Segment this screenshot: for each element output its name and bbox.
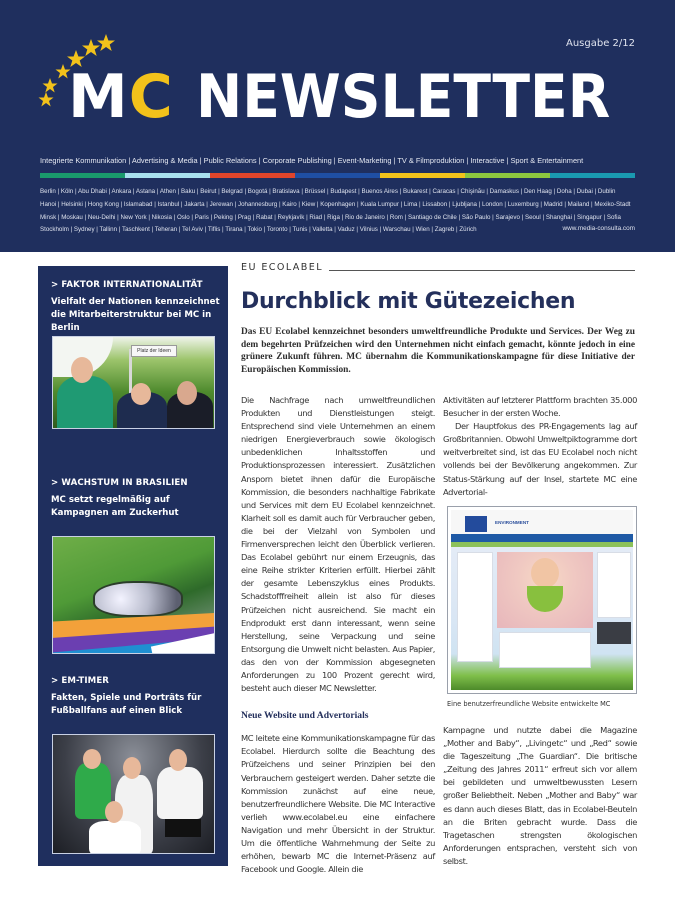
- color-bar: [40, 173, 125, 178]
- article-headline: Durchblick mit Gütezeichen: [241, 289, 576, 314]
- car-headlight-photo: [52, 536, 215, 654]
- article-column-right: [443, 394, 637, 499]
- baby-image: [497, 552, 593, 628]
- team-photo: [52, 336, 215, 429]
- player: [157, 767, 203, 819]
- section-label: EU ECOLABEL: [241, 262, 323, 273]
- paragraph: Die Nachfrage nach umweltfreundlichen Produkten und Dienstleistungen steigt. Entsprechend sind viele Unternehmen an einem niedrigen Energieverbrauch sowie ökologisch unbedenklichen Inhaltsstoffen und Produktionsprozessen interessiert. Zusätzlichen Ansporn bietet ihnen dafür die Europäische Kommission, die besonders nachhaltige Fabrikate und Services mit dem EU Ecolabel kennzeichnet. Klarheit soll es damit auch für Verbraucher geben, die bei der Vielzahl von Symbolen und Firmenversprechen leicht den Überblick verlieren. Das Ecolabel gebührt nur einem Erzeugnis, das eine Reihe strikter Kriterien erfüllt. Hierbei zählt der gesamte Lebenszyklus eines Produkts. Schadstofffreiheit allein ist also für dieses Prüfzeichen nicht ausreichend. Sie macht ein Endprodukt erst dann interessant, wenn seine Herstellung, seine Verpackung und seine Entsorgung die Umwelt nicht belasten. Aus Papier, das den von der Kommission abgesegneten Anforderungen zu 100 Prozent gerecht wird, besteht auch dieser MC Newsletter.: [241, 395, 435, 694]
- football-players-photo: [52, 734, 215, 854]
- color-bar: [380, 173, 465, 178]
- color-bar: [550, 173, 635, 178]
- services-nav: Integrierte Kommunikation | Advertising & Media | Public Relations | Corporate Publishing | Event-Marketing | TV & Filmproduktion | Interactive | Sport & Entertainment: [40, 156, 584, 165]
- sidebar-title: MC setzt regelmäßig auf Kampagnen am Zuckerhut: [51, 495, 179, 518]
- sidebar-item-internationality[interactable]: [38, 280, 228, 335]
- section-header: [241, 262, 635, 273]
- paragraph: Der Hauptfokus des PR-Engagements lag auf Großbritannien. Obwohl Umweltpiktogramme dort weitverbreitet sind, ist das EU Ecolabel noch nicht vollends bei der Bevölkerung angekommen. Zur Status-Stärkung auf der Insel, startete MC eine Advertorial-: [443, 421, 637, 497]
- article-lead: Das EU Ecolabel kennzeichnet besonders umweltfreundliche Produkte und Services. Der Weg zu dem begehrten Prüfzeichen wird den Unternehmen nicht einfach gemacht, könnte jedoch in eine grünere Zukunft führen. MC übernahm die Kommunikationskampagne für diese Initiative der Europäischen Kommission.: [241, 327, 635, 375]
- cities-row: Stockholm | Sydney | Tallinn | Taschkent | Teheran | Tel Aviv | Tiflis | Tirana | Tokio | Toronto | Tunis | Valletta | Vaduz | Vilnius | Warschau | Wien | Zagreb | Zürich: [40, 226, 477, 234]
- sidebar-item-em-timer[interactable]: [38, 676, 228, 718]
- player: [89, 821, 141, 854]
- ecolabel-logo-panel: [457, 552, 493, 662]
- sidebar-item-brazil[interactable]: [38, 478, 228, 520]
- office-cities-list: [40, 186, 636, 237]
- color-bar: [465, 173, 550, 178]
- person: [57, 376, 113, 428]
- headlight: [93, 581, 183, 617]
- cities-row: Hanoi | Helsinki | Hong Kong | Islamabad | Istanbul | Jakarta | Jerewan | Johannesburg | Kairo | Kiew | Kopenhagen | Kuala Lumpur | Lima | Lissabon | Ljubljana | London | Luxemburg | Madrid | Mailand | Mexiko-Stadt: [40, 200, 631, 208]
- website-screenshot-figure: ENVIRONMENT: [447, 506, 637, 694]
- article-column-left: [241, 394, 435, 876]
- paragraph: MC leitete eine Kommunikationskampagne für das Ecolabel. Hierdurch sollte die Beachtung des Prüfzeichens und seiner Prinzipien bei den Verbrauchern gesteigert werden. Daher setzte die Kommission zunächst auf eine neue, benutzerfreundlichere Website. Die MC Interactive verlieh www.ecolabel.eu eine einfachere Navigation und mehr Übersicht in der Struktur. Um die öffentliche Wahrnehmung der Seite zu erhöhen, bewarb MC die Internet-Präsenz auf Facebook und Google. Allein die: [241, 733, 435, 875]
- sidebar-title: Vielfalt der Nationen kennzeichnet die Mitarbeiterstruktur bei MC in Berlin: [51, 297, 220, 333]
- cities-row: Minsk | Moskau | Neu-Delhi | New York | Nikosia | Oslo | Paris | Peking | Prag | Rabat | Reykjavík | Riad | Riga | Rio de Janeiro | Rom | Santiago de Chile | São Paulo | Sarajevo | Seoul | Shanghai | Singapur | Sofia: [40, 213, 621, 221]
- article: [241, 262, 637, 875]
- sidebar-kicker: > EM-TIMER: [51, 676, 110, 686]
- color-bars: [40, 173, 635, 178]
- paragraph: Aktivitäten auf letzterer Plattform brachten 35.000 Besucher in der ersten Woche.: [443, 395, 637, 419]
- sidebar: [38, 266, 228, 866]
- cities-row: Berlin | Köln | Abu Dhabi | Ankara | Astana | Athen | Baku | Beirut | Belgrad | Bogotá | Bratislava | Brüssel | Budapest | Buenos Aires | Bukarest | Caracas | Chişinău | Damaskus | Den Haag | Doha | Dubai | Dublin: [40, 188, 616, 195]
- newsletter-title: NEWSLETTER: [195, 62, 610, 132]
- figure-caption: Eine benutzerfreundliche Website entwickelte MC: [447, 700, 611, 708]
- sidebar-title: Fakten, Spiele und Porträts für Fußballfans auf einen Blick: [51, 693, 202, 716]
- video-thumbnail: [597, 622, 631, 644]
- eu-flag-icon: [465, 516, 487, 532]
- masthead: [0, 0, 675, 252]
- section-rule: [329, 270, 635, 271]
- issue-number: Ausgabe 2/12: [566, 38, 635, 49]
- article-column-right-continued: [443, 724, 637, 868]
- mc-logo: MC: [68, 62, 174, 132]
- street-sign: Platz der Ideen: [131, 345, 177, 357]
- website-link[interactable]: www.media-consulta.com: [562, 225, 635, 232]
- sidebar-kicker: > WACHSTUM IN BRASILIEN: [51, 478, 188, 488]
- article-subheading: Neue Website und Advertorials: [241, 710, 369, 722]
- sidebar-kicker: > FAKTOR INTERNATIONALITÄT: [51, 280, 203, 290]
- newsletter-logo: [68, 62, 646, 132]
- color-bar: [295, 173, 380, 178]
- paragraph: Kampagne und nutzte dabei die Magazine „Mother and Baby“, „Livingetc“ und „Red“ sowie die Tageszeitung „The Guardian“. Die britische „Zeitung des Jahres 2011“ erfreut sich vor allem bei gebildeten und umweltbewussten Lesern großer Beliebtheit. Neben „Mother and Baby“ war es dann auch dieses Blatt, das in Ecolabel-Beuteln an die Briten gebracht wurde. Dass die Tragetaschen strengsten ökologischen Anforderungen entsprachen, versteht sich von selbst.: [443, 725, 637, 866]
- color-bar: [125, 173, 210, 178]
- color-bar: [210, 173, 295, 178]
